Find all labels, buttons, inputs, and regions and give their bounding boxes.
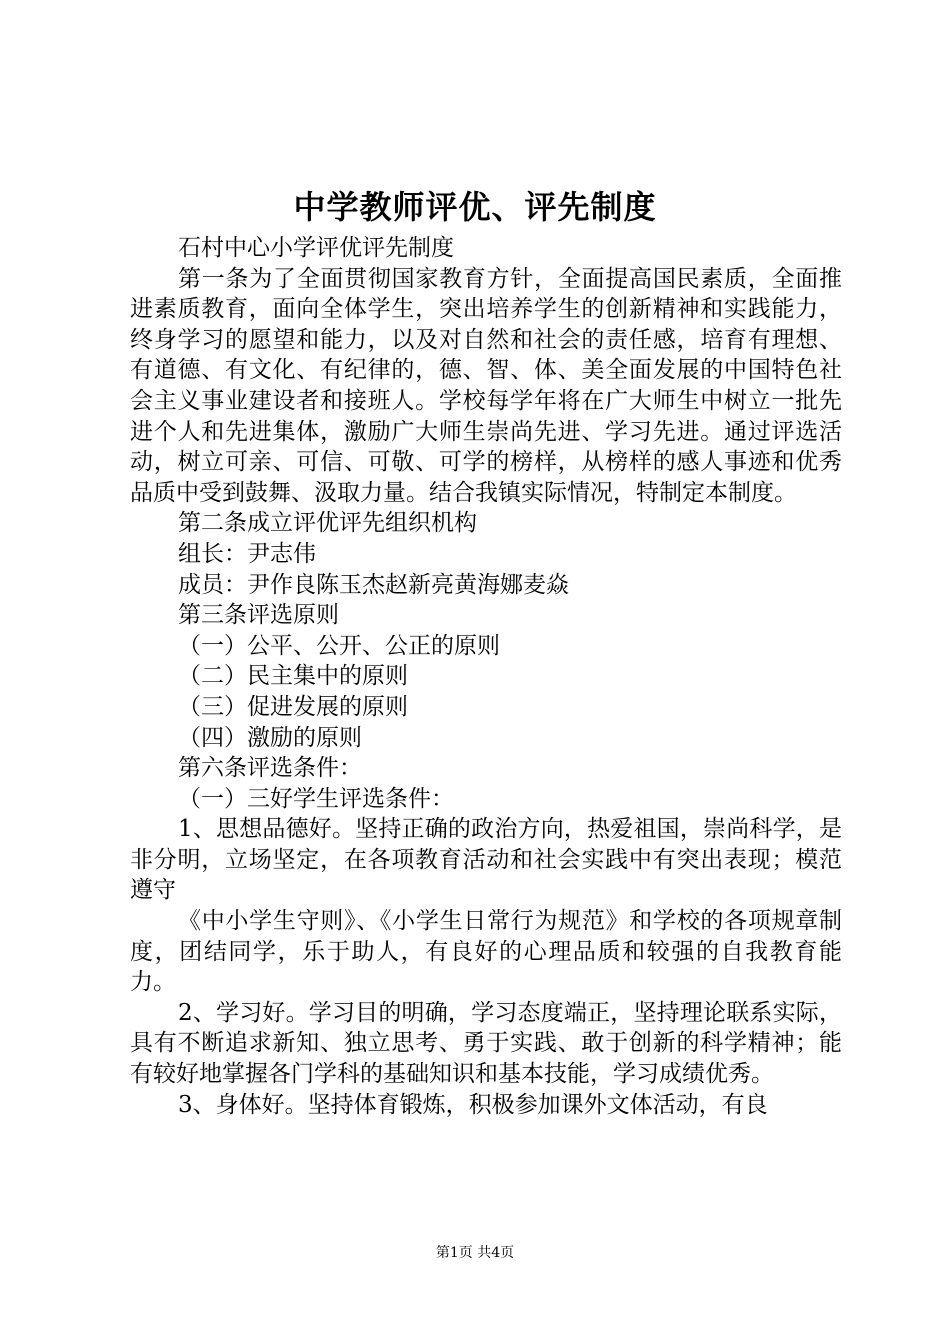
paragraph: （一）三好学生评选条件： <box>178 785 454 812</box>
paragraph: 2、学习好。学习目的明确，学习态度端正，坚持理论联系实际，具有不断追求新知、独立思考、勇于实践、敢于创新的科学精神；能有较好地掌握各门学科的基础知识和基本技能，学习成绩优秀。 <box>130 999 842 1088</box>
document-body <box>130 233 842 1120</box>
paragraph: 3、身体好。坚持体育锻炼，积极参加课外文体活动，有良 <box>178 1091 768 1118</box>
page-footer: 第1页 共4页 <box>435 1245 515 1261</box>
paragraph: （三）促进发展的原则 <box>178 693 408 720</box>
paragraph: 第二条成立评优评先组织机构 <box>178 510 477 537</box>
paragraph: 成员：尹作良陈玉杰赵新亮黄海娜麦焱 <box>178 571 569 598</box>
paragraph: 组长：尹志伟 <box>178 540 316 567</box>
paragraph: （一）公平、公开、公正的原则 <box>178 632 500 659</box>
paragraph: 石村中心小学评优评先制度 <box>178 235 454 261</box>
paragraph: 《中小学生守则》、《小学生日常行为规范》和学校的各项规章制度，团结同学，乐于助人，有良好的心理品质和较强的自我教育能力。 <box>130 908 842 996</box>
paragraph: 第三条评选原则 <box>178 602 339 629</box>
paragraph: 第六条评选条件： <box>178 755 362 782</box>
paragraph: （四）激励的原则 <box>178 724 362 751</box>
paragraph: 第一条为了全面贯彻国家教育方针，全面提高国民素质，全面推进素质教育，面向全体学生，突出培养学生的创新精神和实践能力，终身学习的愿望和能力，以及对自然和社会的责任感，培育有理想、有道德、有文化、有纪律的，德、智、体、美全面发展的中国特色社会主义事业建设者和接班人。学校每学年将在广大师生中树立一批先进个人和先进集体，激励广大师生崇尚先进、学习先进。通过评选活动，树立可亲、可信、可敬、可学的榜样，从榜样的感人事迹和优秀品质中受到鼓舞、汲取力量。结合我镇实际情况，特制定本制度。 <box>130 265 842 506</box>
paragraph: 1、思想品德好。坚持正确的政治方向，热爱祖国，崇尚科学，是非分明，立场坚定，在各项教育活动和社会实践中有突出表现；模范遵守 <box>130 816 842 904</box>
document-title: 中学教师评优、评先制度 <box>293 188 657 226</box>
paragraph: （二）民主集中的原则 <box>178 663 408 690</box>
